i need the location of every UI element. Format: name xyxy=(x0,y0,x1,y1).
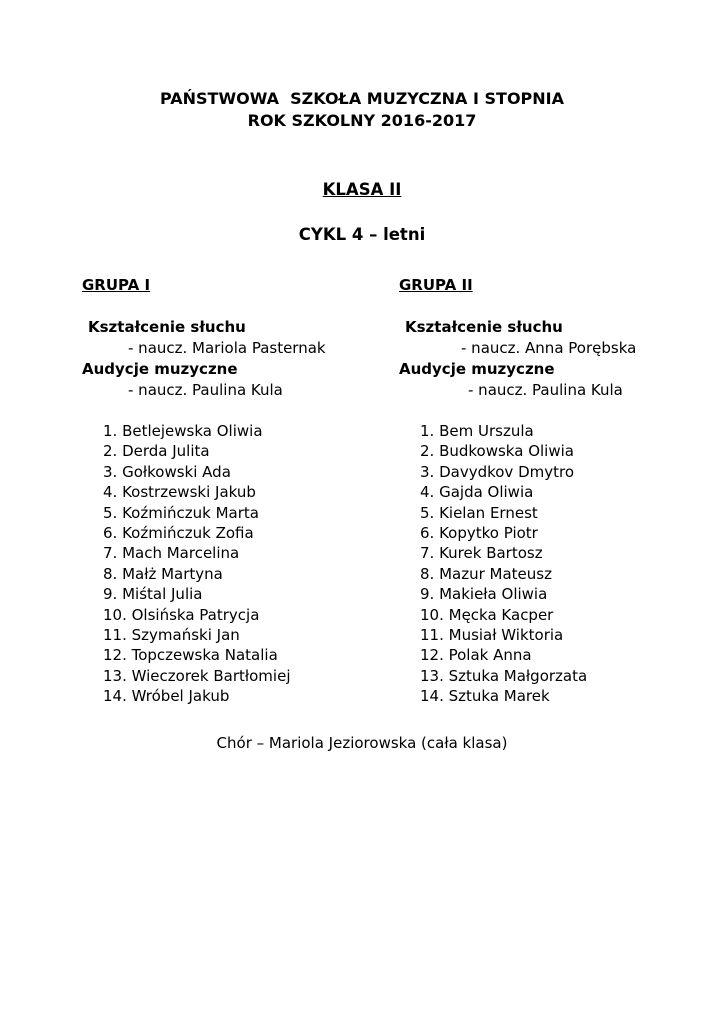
choir-note: Chór – Mariola Jeziorowska (cała klasa) xyxy=(216,734,508,752)
teacher-music-listening: - naucz. Paulina Kula xyxy=(468,381,623,399)
teacher-ear-training: - naucz. Mariola Pasternak xyxy=(128,339,326,357)
group-2 xyxy=(399,274,699,706)
list-item: 13. Wieczorek Bartłomiej xyxy=(103,666,291,685)
list-item: 14. Sztuka Marek xyxy=(420,687,550,706)
list-item: 14. Wróbel Jakub xyxy=(103,687,230,706)
cycle-heading: CYKL 4 – letni xyxy=(298,225,426,244)
list-item: 6. Kopytko Piotr xyxy=(420,523,538,542)
list-item: 13. Sztuka Małgorzata xyxy=(420,666,588,685)
list-item: 3. Gołkowski Ada xyxy=(103,462,231,481)
list-item: 7. Mach Marcelina xyxy=(103,544,240,563)
subject-ear-training: Kształcenie słuchu xyxy=(88,318,246,336)
teacher-ear-training: - naucz. Anna Porębska xyxy=(461,339,637,357)
list-item: 2. Derda Julita xyxy=(103,442,210,461)
list-item: 5. Kielan Ernest xyxy=(420,503,538,522)
group-title: GRUPA I xyxy=(82,276,151,294)
group-title: GRUPA II xyxy=(399,276,473,294)
list-item: 8. Małż Martyna xyxy=(103,564,223,583)
document-header xyxy=(0,88,724,132)
list-item: 10. Męcka Kacper xyxy=(420,605,554,624)
list-item: 1. Betlejewska Oliwia xyxy=(103,422,263,440)
class-heading xyxy=(0,180,724,199)
list-item: 8. Mazur Mateusz xyxy=(420,564,552,583)
class-name: KLASA II xyxy=(322,180,402,199)
list-item: 9. Miśtal Julia xyxy=(103,585,203,604)
list-item: 4. Gajda Oliwia xyxy=(420,483,534,502)
list-item: 9. Makieła Oliwia xyxy=(420,585,548,604)
list-item: 12. Polak Anna xyxy=(420,646,532,665)
student-list xyxy=(399,421,699,706)
school-name: PAŃSTWOWA SZKOŁA MUZYCZNA I STOPNIA xyxy=(159,89,565,108)
list-item: 4. Kostrzewski Jakub xyxy=(103,483,256,502)
list-item: 7. Kurek Bartosz xyxy=(420,544,543,563)
subject-music-listening: Audycje muzyczne xyxy=(399,360,555,378)
teacher-music-listening: - naucz. Paulina Kula xyxy=(128,381,283,399)
list-item: 11. Szymański Jan xyxy=(103,625,240,644)
subject-ear-training: Kształcenie słuchu xyxy=(405,318,563,336)
group-1 xyxy=(82,274,382,706)
list-item: 1. Bem Urszula xyxy=(420,422,534,440)
list-item: 12. Topczewska Natalia xyxy=(103,646,278,665)
list-item: 6. Koźmińczuk Zofia xyxy=(103,523,254,542)
student-list xyxy=(82,421,382,706)
school-year: ROK SZKOLNY 2016-2017 xyxy=(247,111,477,130)
list-item: 2. Budkowska Oliwia xyxy=(420,442,574,461)
subject-music-listening: Audycje muzyczne xyxy=(82,360,238,378)
list-item: 10. Olsińska Patrycja xyxy=(103,605,260,624)
list-item: 5. Koźmińczuk Marta xyxy=(103,503,259,522)
list-item: 11. Musiał Wiktoria xyxy=(420,625,564,644)
list-item: 3. Davydkov Dmytro xyxy=(420,462,575,481)
